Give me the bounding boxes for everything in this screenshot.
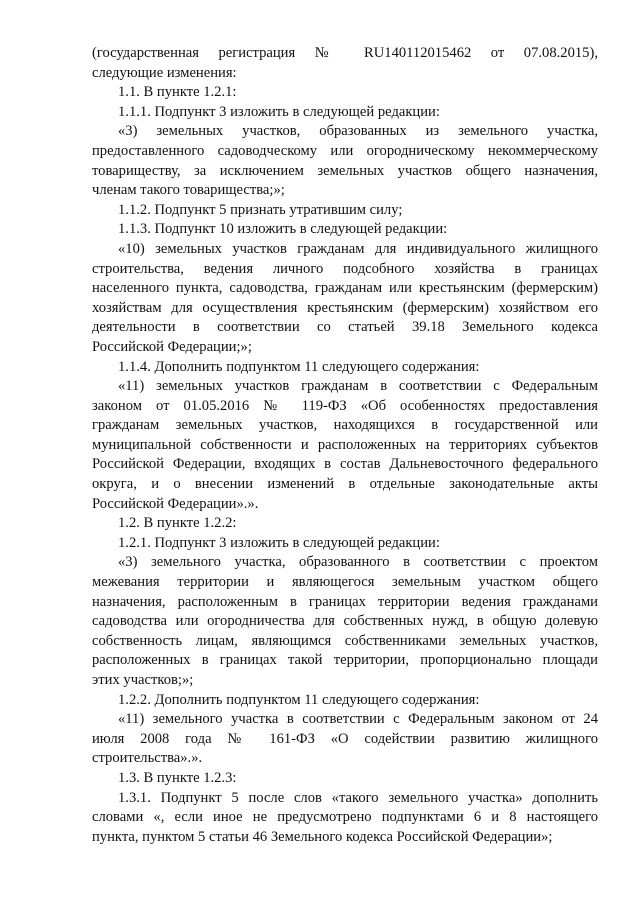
text-line: садоводства или огородничества для собственных нужд, в общую долевую <box>92 613 598 630</box>
text-line: Российской Федерации, входящих в состав Дальневосточного федерального <box>92 456 598 473</box>
text-line: «3) земельных участков, образованных из земельного участка, <box>118 123 598 140</box>
text-line: Российской Федерации».». <box>92 495 259 512</box>
text-line: словами «, если иное не предусмотрено подпунктами 6 и 8 настоящего <box>92 809 598 826</box>
text-line: июля 2008 года № 161-ФЗ «О содействии развитию жилищного <box>92 730 598 747</box>
text-line: межевания территории и являющегося земельным участком общего <box>92 574 598 591</box>
text-line: деятельности в соответствии со статьей 39.18 Земельного кодекса <box>92 319 598 336</box>
text-line: собственность лицам, являющимся собственниками земельных участков, <box>92 632 598 649</box>
text-line: следующие изменения: <box>92 64 237 81</box>
text-line: 1.1.2. Подпункт 5 признать утратившим силу; <box>118 201 403 218</box>
text-line: хозяйствам для осуществления крестьянским (фермерским) хозяйством его <box>92 299 598 316</box>
text-line: 1.1. В пункте 1.2.1: <box>118 84 237 101</box>
text-line: товариществу, за исключением земельных участков общего назначения, <box>92 162 598 179</box>
text-line: расположенных в границах такой территории, пропорционально площади <box>92 652 598 669</box>
text-line: округа, и о внесении изменений в отдельные законодательные акты <box>92 476 598 493</box>
text-line: 1.3.1. Подпункт 5 после слов «такого земельного участка» дополнить <box>118 789 598 806</box>
text-line: муниципальной собственности и расположенных на территориях субъектов <box>92 436 598 453</box>
text-line: 1.1.4. Дополнить подпунктом 11 следующего содержания: <box>118 358 480 375</box>
text-line: «11) земельного участка в соответствии с Федеральным законом от 24 <box>118 711 598 728</box>
document-page <box>92 44 598 847</box>
text-line: строительства».». <box>92 750 203 767</box>
text-line: «3) земельного участка, образованного в соответствии с проектом <box>118 554 598 571</box>
text-line: предоставленного садоводческому или огородническому некоммерческому <box>92 142 598 159</box>
text-line: этих участков;»; <box>92 672 194 688</box>
text-line: 1.1.3. Подпункт 10 изложить в следующей редакции: <box>118 221 448 238</box>
text-line: пункта, пунктом 5 статьи 46 Земельного кодекса Российской Федерации»; <box>92 828 553 845</box>
text-line: Российской Федерации;»; <box>92 338 252 355</box>
text-line: «10) земельных участков гражданам для индивидуального жилищного <box>118 240 598 257</box>
text-line: 1.3. В пункте 1.2.3: <box>118 769 237 786</box>
text-line: «11) земельных участков гражданам в соответствии с Федеральным <box>118 378 598 395</box>
text-line: населенного пункта, садоводства, гражданам или крестьянским (фермерским) <box>92 280 598 297</box>
text-line: строительства, ведения личного подсобного хозяйства в границах <box>92 260 598 277</box>
text-line: назначения, расположенным в границах территории ведения гражданами <box>92 593 598 610</box>
text-line: 1.2.2. Дополнить подпунктом 11 следующего содержания: <box>118 691 480 708</box>
text-line: (государственная регистрация № RU140112015462 от 07.08.2015), <box>92 45 598 61</box>
text-line: членам такого товарищества;»; <box>92 182 285 199</box>
text-line: законом от 01.05.2016 № 119-ФЗ «Об особенностях предоставления <box>92 397 598 414</box>
text-line: гражданам земельных участков, находящихся в государственной или <box>92 417 598 434</box>
text-line: 1.1.1. Подпункт 3 изложить в следующей редакции: <box>118 103 440 120</box>
text-line: 1.2. В пункте 1.2.2: <box>118 515 237 532</box>
text-line: 1.2.1. Подпункт 3 изложить в следующей редакции: <box>118 534 440 551</box>
